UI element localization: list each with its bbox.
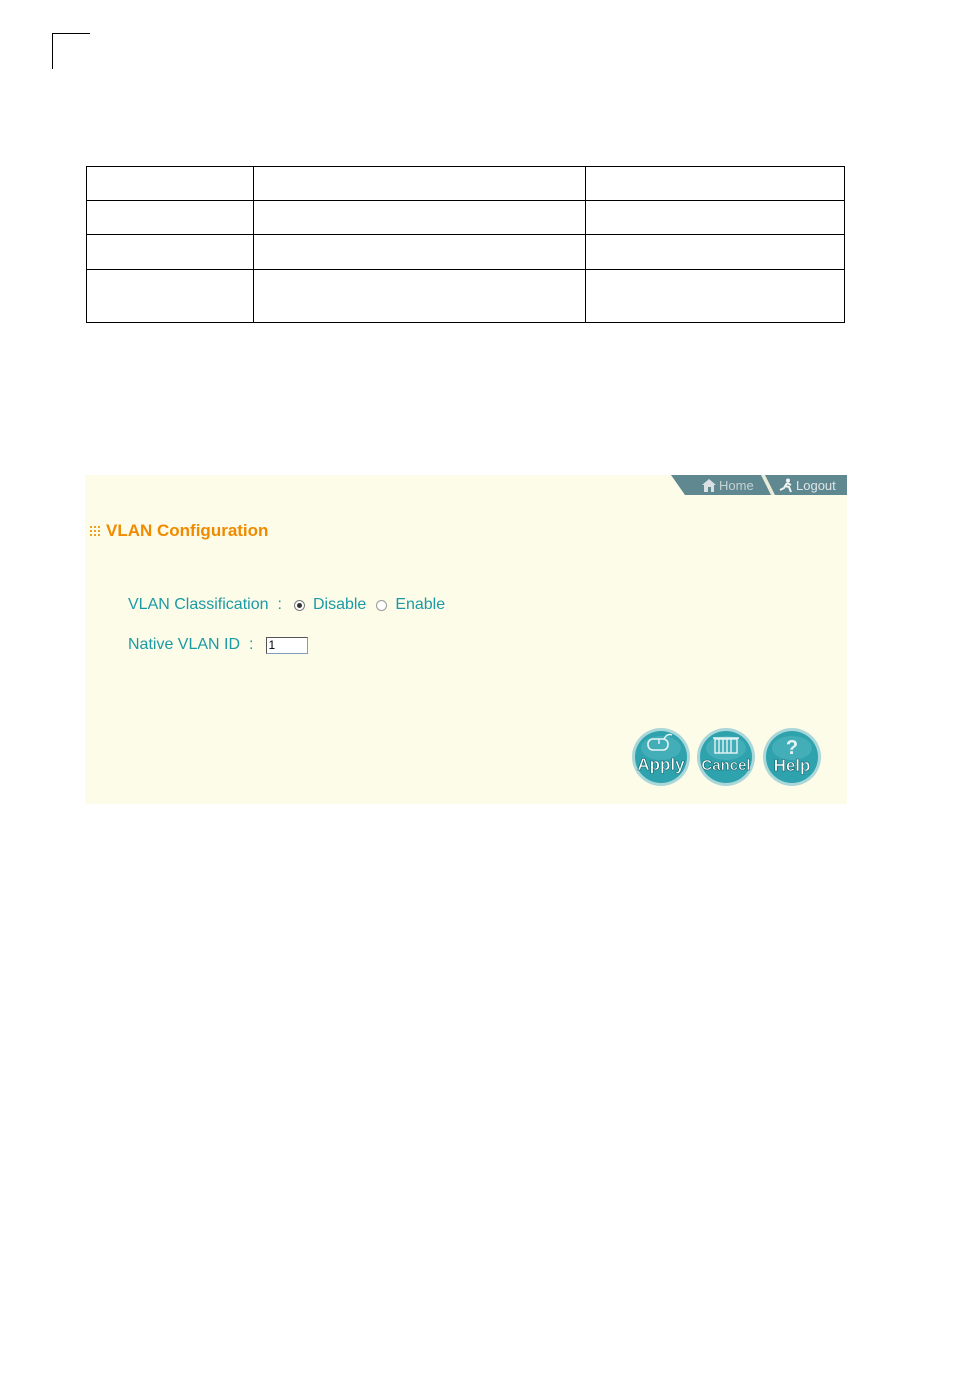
cancel-label: Cancel bbox=[701, 757, 751, 774]
page-title-text: VLAN Configuration bbox=[106, 521, 269, 540]
crop-mark-horizontal bbox=[52, 33, 90, 34]
vlan-classification-row bbox=[128, 596, 455, 614]
enable-option[interactable] bbox=[376, 596, 445, 614]
table-cell bbox=[586, 270, 845, 323]
grid-bullet-icon bbox=[89, 525, 102, 537]
vlan-classification-label: VLAN Classification bbox=[128, 596, 269, 613]
top-nav-bar bbox=[671, 475, 847, 495]
enable-label: Enable bbox=[395, 596, 446, 613]
help-label: Help bbox=[773, 756, 811, 775]
table-row bbox=[87, 270, 845, 323]
disable-label: Disable bbox=[312, 596, 367, 613]
apply-label: Apply bbox=[637, 755, 685, 774]
page-title bbox=[89, 521, 268, 541]
native-vlan-row bbox=[128, 636, 308, 654]
cancel-button[interactable] bbox=[696, 727, 756, 787]
table-row bbox=[87, 167, 845, 201]
home-icon bbox=[701, 478, 717, 492]
logout-link[interactable] bbox=[778, 476, 836, 494]
apply-button[interactable] bbox=[631, 727, 691, 787]
logout-label: Logout bbox=[796, 477, 836, 493]
table-cell bbox=[254, 270, 586, 323]
document-table bbox=[86, 166, 845, 323]
question-mark-icon: ? bbox=[785, 737, 799, 759]
table-cell bbox=[87, 167, 254, 201]
native-vlan-label: Native VLAN ID bbox=[128, 636, 241, 653]
table-cell bbox=[87, 270, 254, 323]
native-vlan-input[interactable] bbox=[266, 637, 308, 654]
disable-radio[interactable] bbox=[294, 600, 305, 611]
table-row bbox=[87, 235, 845, 270]
table-cell bbox=[87, 201, 254, 235]
home-label: Home bbox=[719, 477, 754, 493]
disable-option[interactable] bbox=[294, 596, 366, 614]
separator: : bbox=[249, 636, 254, 653]
table-cell bbox=[586, 201, 845, 235]
table-cell bbox=[586, 167, 845, 201]
table-cell bbox=[254, 201, 586, 235]
table-cell bbox=[254, 235, 586, 270]
help-button[interactable] bbox=[762, 727, 822, 787]
table-cell bbox=[87, 235, 254, 270]
table-cell bbox=[254, 167, 586, 201]
enable-radio[interactable] bbox=[376, 600, 387, 611]
table-row bbox=[87, 201, 845, 235]
separator: : bbox=[277, 596, 282, 613]
vlan-config-panel bbox=[85, 475, 847, 804]
home-link[interactable] bbox=[701, 476, 754, 494]
table-cell bbox=[586, 235, 845, 270]
crop-mark-vertical bbox=[52, 33, 53, 69]
logout-running-man-icon bbox=[778, 478, 794, 493]
